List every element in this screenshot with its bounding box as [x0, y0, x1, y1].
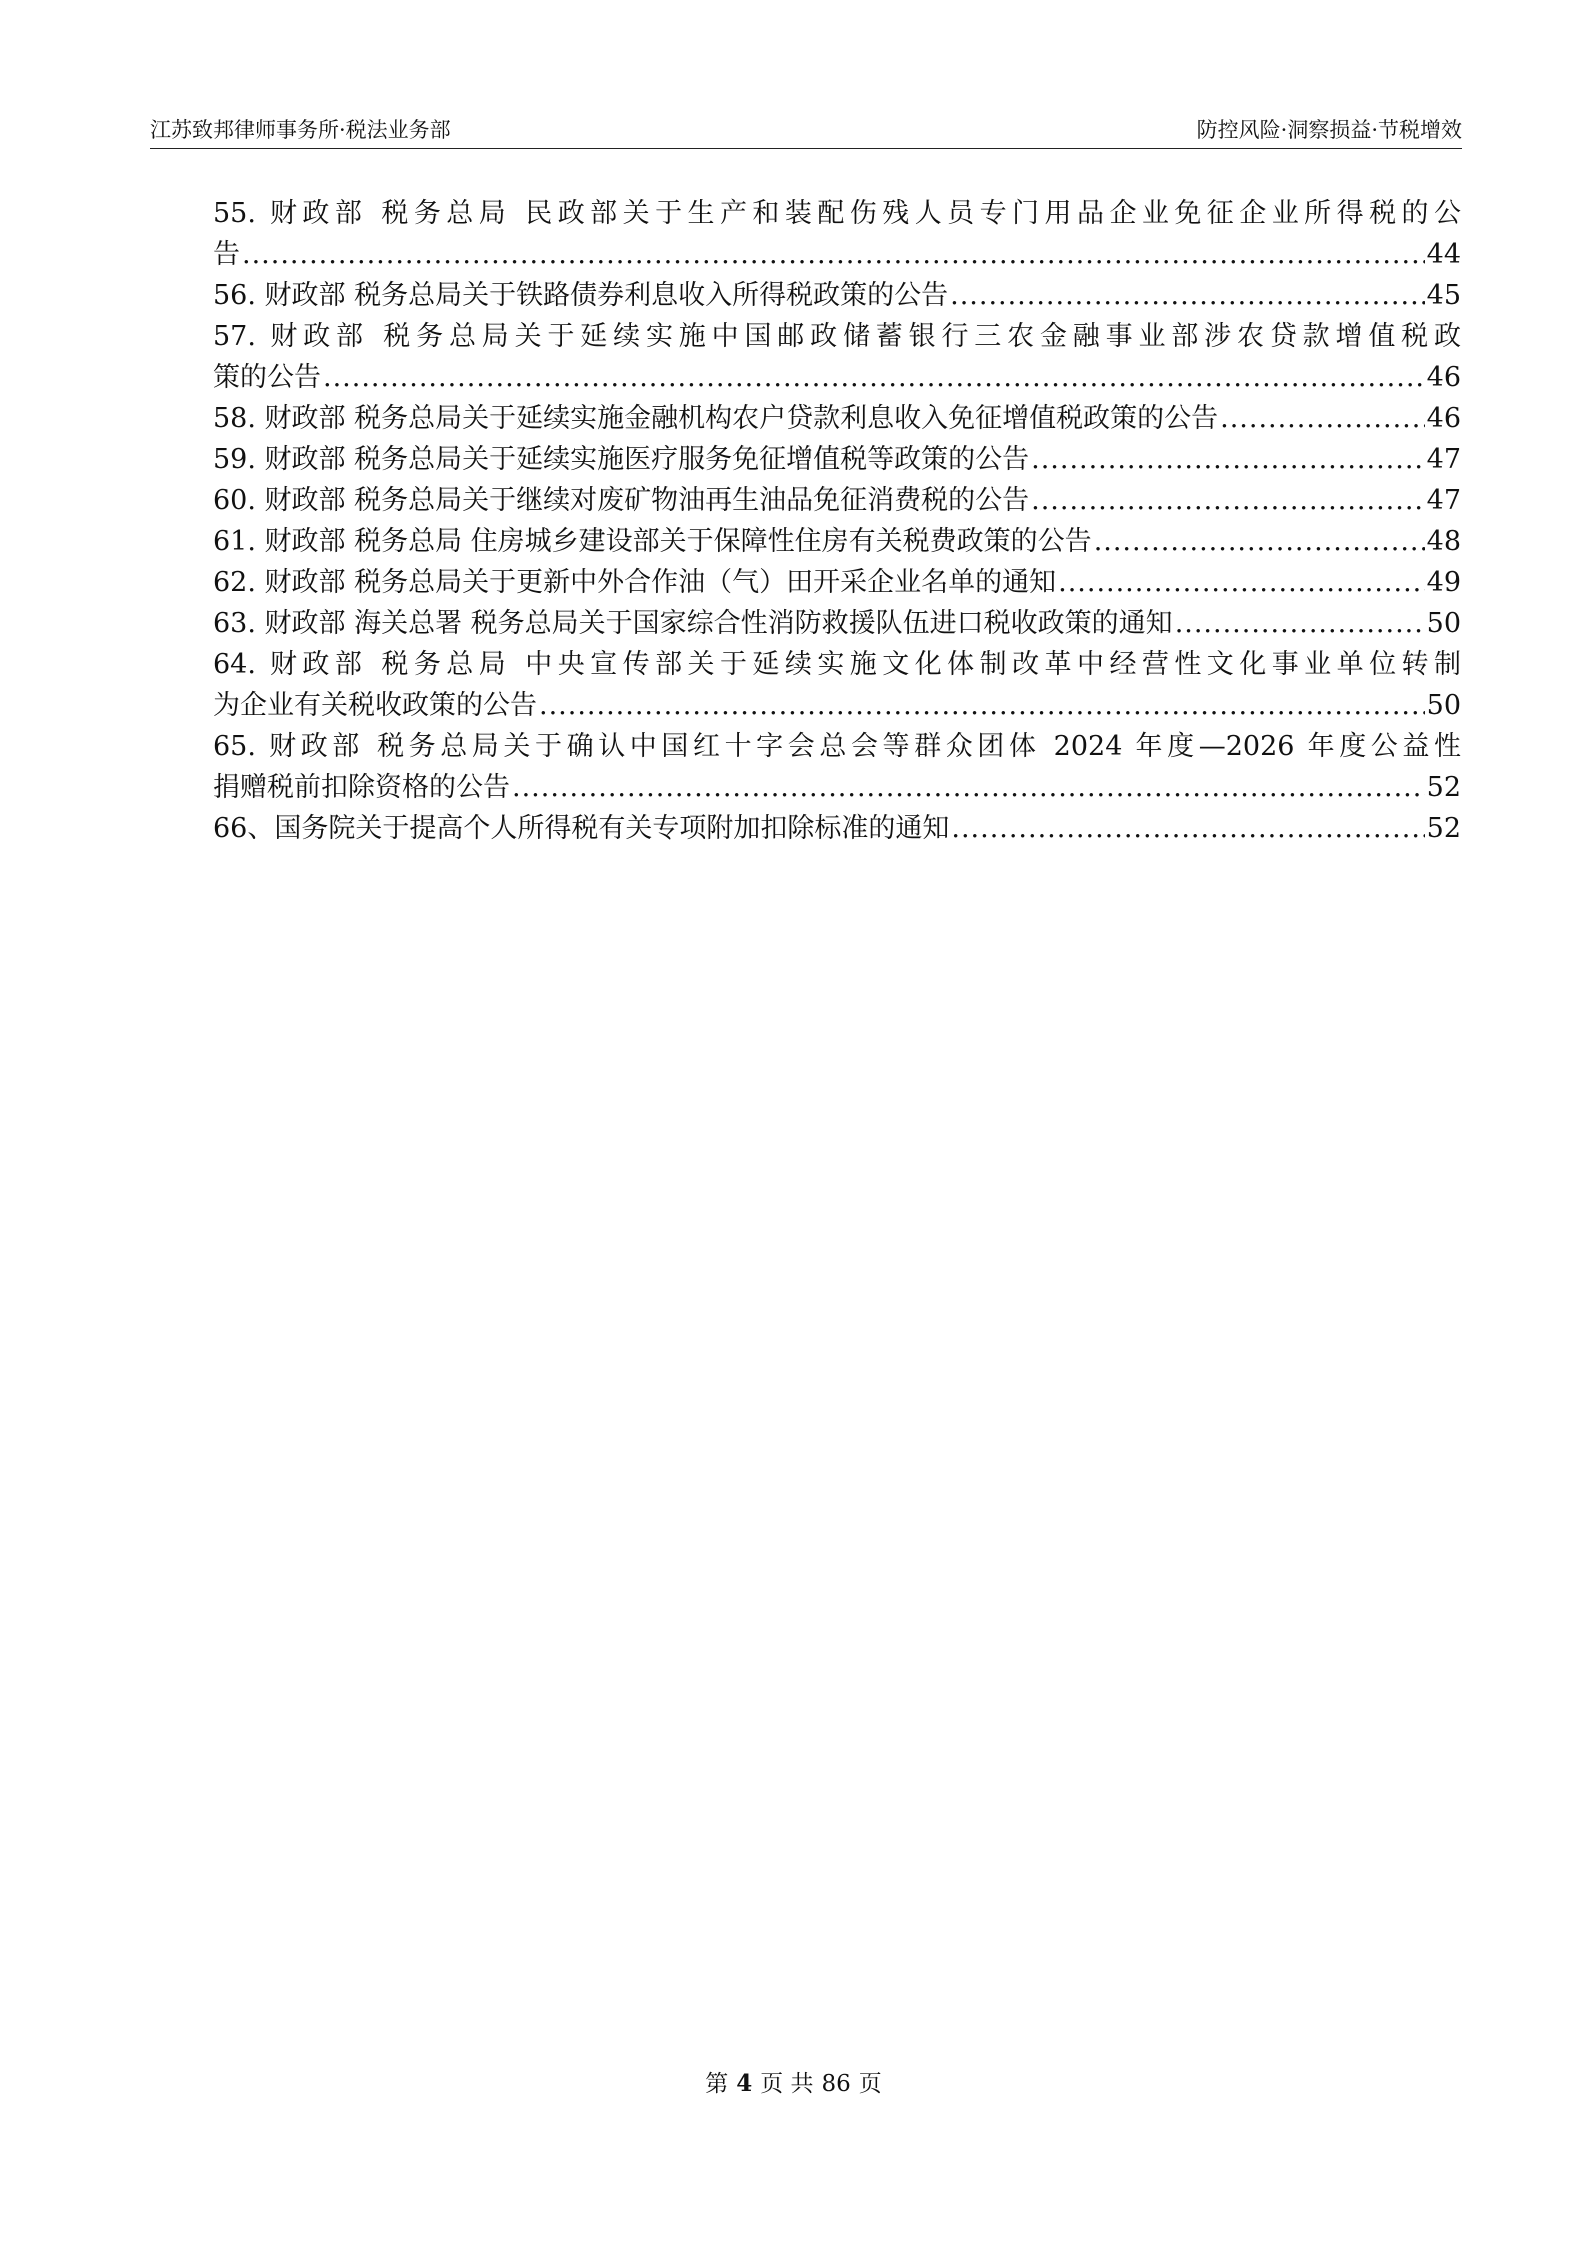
toc-page-number: 46: [1426, 362, 1461, 393]
toc-entry-title-line1: 64. 财政部 税务总局 中央宣传部关于延续实施文化体制改革中经营性文化事业单位转制: [213, 649, 1461, 680]
dot-leader: [1031, 439, 1425, 480]
toc-entry-title: 62. 财政部 税务总局关于更新中外合作油（气）田开采企业名单的通知: [213, 567, 1057, 598]
toc-page-number: 50: [1426, 690, 1461, 721]
dot-leader: [1175, 603, 1425, 644]
toc-entry[interactable]: [213, 398, 1461, 439]
toc-entry[interactable]: [213, 726, 1461, 808]
toc-entry[interactable]: [213, 808, 1461, 849]
toc-entry-title: 捐赠税前扣除资格的公告: [213, 772, 510, 803]
footer-prefix: 第: [705, 2071, 729, 2097]
toc-page-number: 44: [1426, 239, 1461, 270]
dot-leader: [951, 808, 1424, 849]
footer-total-pages: 86: [821, 2071, 851, 2097]
dot-leader: [1031, 480, 1425, 521]
dot-leader: [539, 685, 1425, 726]
toc-entry-title-line1: 57. 财政部 税务总局关于延续实施中国邮政储蓄银行三农金融事业部涉农贷款增值税政: [213, 321, 1461, 352]
toc-entry-title: 策的公告: [213, 362, 321, 393]
toc-entry-title-line1: 55. 财政部 税务总局 民政部关于生产和装配伤残人员专门用品企业免征企业所得税的公: [213, 198, 1461, 229]
dot-leader: [323, 357, 1425, 398]
page-header: [150, 108, 1462, 149]
dot-leader: [1058, 562, 1425, 603]
toc-entry[interactable]: [213, 439, 1461, 480]
toc-entry[interactable]: [213, 603, 1461, 644]
footer-suffix: 页: [858, 2071, 882, 2097]
toc-entry[interactable]: [213, 521, 1461, 562]
toc-entry[interactable]: [213, 316, 1461, 398]
footer-middle: 页 共: [760, 2071, 814, 2097]
toc-entry-title: 63. 财政部 海关总署 税务总局关于国家综合性消防救援队伍进口税收政策的通知: [213, 608, 1173, 639]
toc-entry[interactable]: [213, 193, 1461, 275]
toc-entry-title-line1: 65. 财政部 税务总局关于确认中国红十字会总会等群众团体 2024 年度—2026 年度公益性: [213, 731, 1461, 762]
toc-page-number: 47: [1426, 485, 1461, 516]
toc-entry-title: 59. 财政部 税务总局关于延续实施医疗服务免征增值税等政策的公告: [213, 444, 1030, 475]
toc-entry[interactable]: [213, 480, 1461, 521]
header-slogan: 防控风险·洞察损益·节税增效: [1196, 118, 1462, 142]
dot-leader: [512, 767, 1425, 808]
toc-page-number: 45: [1426, 280, 1461, 311]
toc-entry-title: 58. 财政部 税务总局关于延续实施金融机构农户贷款利息收入免征增值税政策的公告: [213, 403, 1219, 434]
table-of-contents: [213, 193, 1461, 849]
dot-leader: [950, 275, 1425, 316]
toc-page-number: 46: [1426, 403, 1461, 434]
footer-current-page: 4: [736, 2070, 753, 2097]
toc-entry-title: 告: [213, 239, 240, 270]
toc-page-number: 52: [1426, 772, 1461, 803]
page-footer: [0, 2065, 1587, 2098]
toc-entry-title: 为企业有关税收政策的公告: [213, 690, 537, 721]
header-firm-name: 江苏致邦律师事务所·税法业务部: [150, 118, 451, 142]
dot-leader: [1220, 398, 1425, 439]
toc-entry[interactable]: [213, 275, 1461, 316]
toc-entry[interactable]: [213, 644, 1461, 726]
toc-entry-title: 56. 财政部 税务总局关于铁路债券利息收入所得税政策的公告: [213, 280, 949, 311]
toc-entry-title: 66、国务院关于提高个人所得税有关专项附加扣除标准的通知: [213, 813, 950, 844]
dot-leader: [242, 234, 1425, 275]
toc-entry-title: 60. 财政部 税务总局关于继续对废矿物油再生油品免征消费税的公告: [213, 485, 1030, 516]
toc-page-number: 50: [1426, 608, 1461, 639]
toc-entry-title: 61. 财政部 税务总局 住房城乡建设部关于保障性住房有关税费政策的公告: [213, 526, 1092, 557]
dot-leader: [1094, 521, 1425, 562]
toc-page-number: 48: [1426, 526, 1461, 557]
toc-page-number: 52: [1426, 813, 1461, 844]
toc-entry[interactable]: [213, 562, 1461, 603]
toc-page-number: 49: [1426, 567, 1461, 598]
toc-page-number: 47: [1426, 444, 1461, 475]
